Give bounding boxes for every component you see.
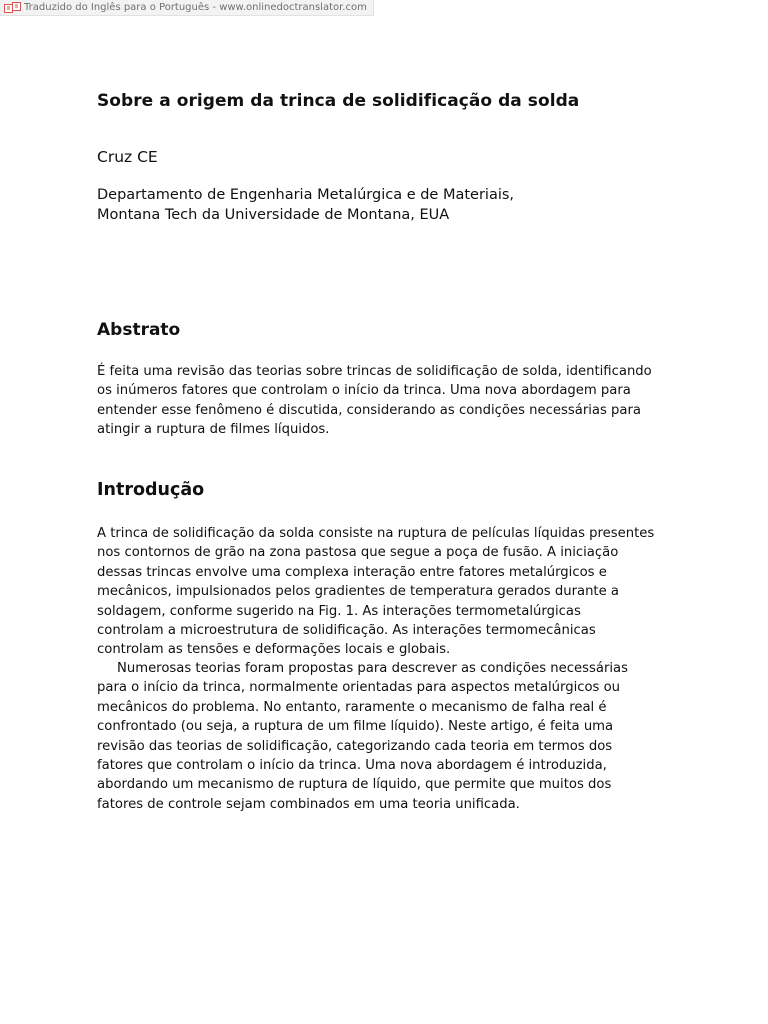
intro-line: mecânicos, impulsionados pelos gradientes de temperatura gerados durante a bbox=[97, 584, 619, 600]
intro-line: fatores de controle sejam combinados em uma teoria unificada. bbox=[97, 796, 520, 812]
intro-line: confrontado (ou seja, a ruptura de um filme líquido). Neste artigo, é feita uma bbox=[97, 719, 614, 735]
abstract-line: atingir a ruptura de filmes líquidos. bbox=[97, 422, 330, 438]
abstract-heading: Abstrato bbox=[97, 320, 181, 340]
intro-line: revisão das teorias de solidificação, categorizando cada teoria em termos dos bbox=[97, 738, 613, 754]
translator-logo-icon bbox=[4, 2, 21, 13]
introduction-heading: Introdução bbox=[97, 480, 205, 500]
introduction-paragraph-2 bbox=[97, 659, 628, 814]
intro-line: nos contornos de grão na zona pastosa que segue a poça de fusão. A iniciação bbox=[97, 545, 619, 561]
intro-line: controlam a microestrutura de solidificação. As interações termomecânicas bbox=[97, 623, 596, 639]
intro-line: controlam as tensões e deformações locais e globais. bbox=[97, 642, 451, 658]
intro-line: mecânicos do problema. No entanto, raramente o mecanismo de falha real é bbox=[97, 699, 607, 715]
paper-affiliation bbox=[97, 185, 514, 225]
paper-author: Cruz CE bbox=[97, 148, 158, 166]
abstract-line: entender esse fenômeno é discutida, considerando as condições necessárias para bbox=[97, 402, 642, 418]
intro-line: Numerosas teorias foram propostas para descrever as condições necessárias bbox=[117, 661, 629, 676]
introduction-paragraph-1 bbox=[97, 524, 654, 660]
intro-line: fatores que controlam o início da trinca. Uma nova abordagem é introduzida, bbox=[97, 758, 607, 774]
affiliation-line: Montana Tech da Universidade de Montana, EUA bbox=[97, 207, 450, 223]
intro-line: soldagem, conforme sugerido na Fig. 1. As interações termometalúrgicas bbox=[97, 603, 581, 619]
intro-line: dessas trincas envolve uma complexa interação entre fatores metalúrgicos e bbox=[97, 564, 607, 580]
translator-banner-link[interactable] bbox=[0, 0, 374, 16]
paper-title: Sobre a origem da trinca de solidificação da solda bbox=[97, 91, 580, 111]
translator-banner-text: Traduzido do Inglês para o Português - www.onlinedoctranslator.com bbox=[24, 2, 367, 13]
intro-line: para o início da trinca, normalmente orientadas para aspectos metalúrgicos ou bbox=[97, 680, 621, 696]
abstract-line: É feita uma revisão das teorias sobre trincas de solidificação de solda, identificando bbox=[97, 364, 652, 379]
abstract-paragraph bbox=[97, 362, 652, 440]
abstract-line: os inúmeros fatores que controlam o início da trinca. Uma nova abordagem para bbox=[97, 383, 631, 399]
intro-line: abordando um mecanismo de ruptura de líquido, que permite que muitos dos bbox=[97, 777, 612, 793]
affiliation-line: Departamento de Engenharia Metalúrgica e de Materiais, bbox=[97, 187, 515, 203]
intro-line: A trinca de solidificação da solda consiste na ruptura de películas líquidas presentes bbox=[97, 526, 655, 541]
